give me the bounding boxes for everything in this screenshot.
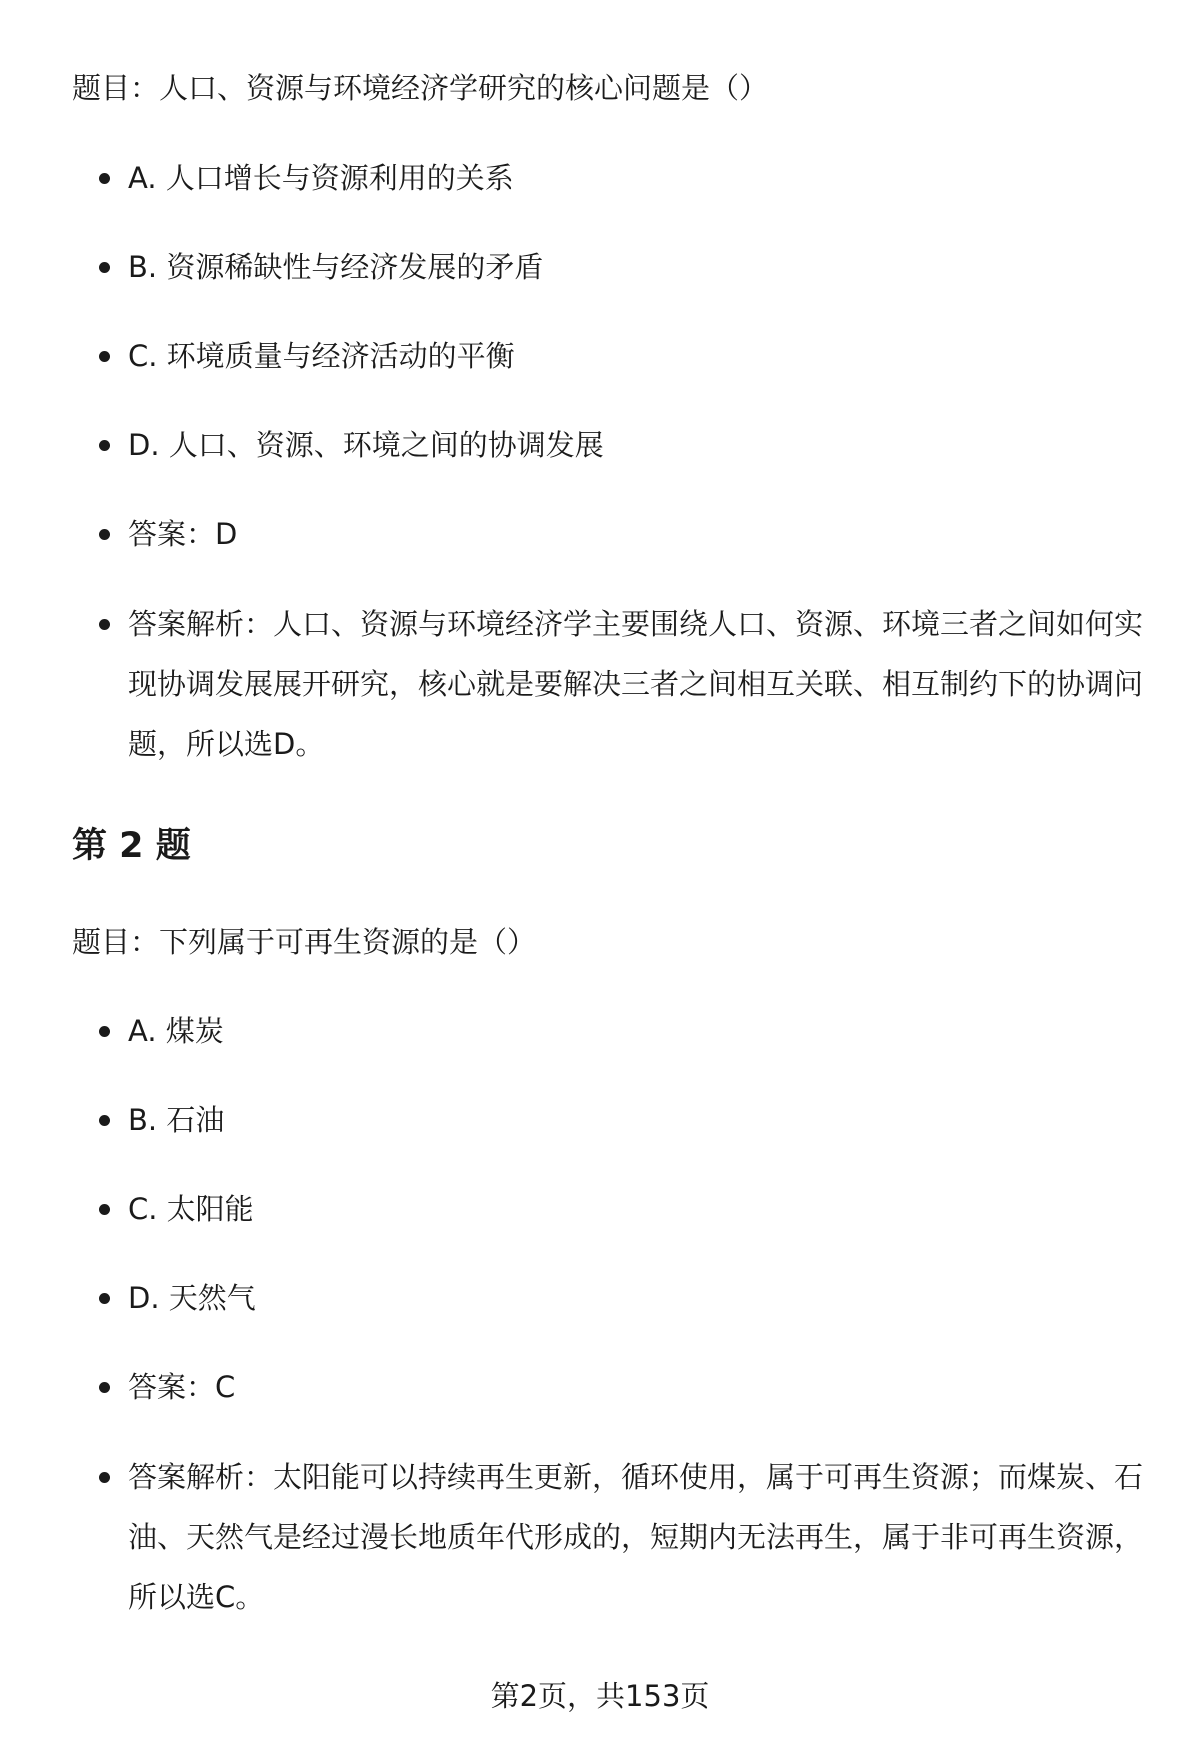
question-2-option-a: A. 煤炭: [128, 1011, 224, 1051]
question-1-option-c: C. 环境质量与经济活动的平衡: [128, 336, 515, 376]
question-1-analysis: 答案解析：人口、资源与环境经济学主要围绕人口、资源、环境三者之间如何实现协调发展展开研究，核心就是要解决三者之间相互关联、相互制约下的协调问题，所以选D。: [128, 594, 1146, 774]
question-2-option-c: C. 太阳能: [128, 1189, 254, 1229]
question-2-heading: 第 2 题: [72, 826, 191, 866]
question-2-option-d: D. 天然气: [128, 1278, 256, 1318]
question-1-option-b: B. 资源稀缺性与经济发展的矛盾: [128, 247, 543, 287]
question-2-option-b: B. 石油: [128, 1100, 224, 1140]
question-2-analysis: 答案解析：太阳能可以持续再生更新，循环使用，属于可再生资源；而煤炭、石油、天然气是经过漫长地质年代形成的，短期内无法再生，属于非可再生资源，所以选C。: [128, 1447, 1146, 1627]
question-1-option-d: D. 人口、资源、环境之间的协调发展: [128, 425, 604, 465]
question-1-text: 题目：人口、资源与环境经济学研究的核心问题是（）: [72, 71, 769, 105]
question-1-option-a: A. 人口增长与资源利用的关系: [128, 158, 514, 198]
question-2-text: 题目：下列属于可再生资源的是（）: [72, 925, 537, 959]
page-number-footer: 第2页，共153页: [490, 1679, 710, 1713]
question-1-answer: 答案：D: [128, 514, 237, 554]
question-2-answer: 答案：C: [128, 1367, 235, 1407]
